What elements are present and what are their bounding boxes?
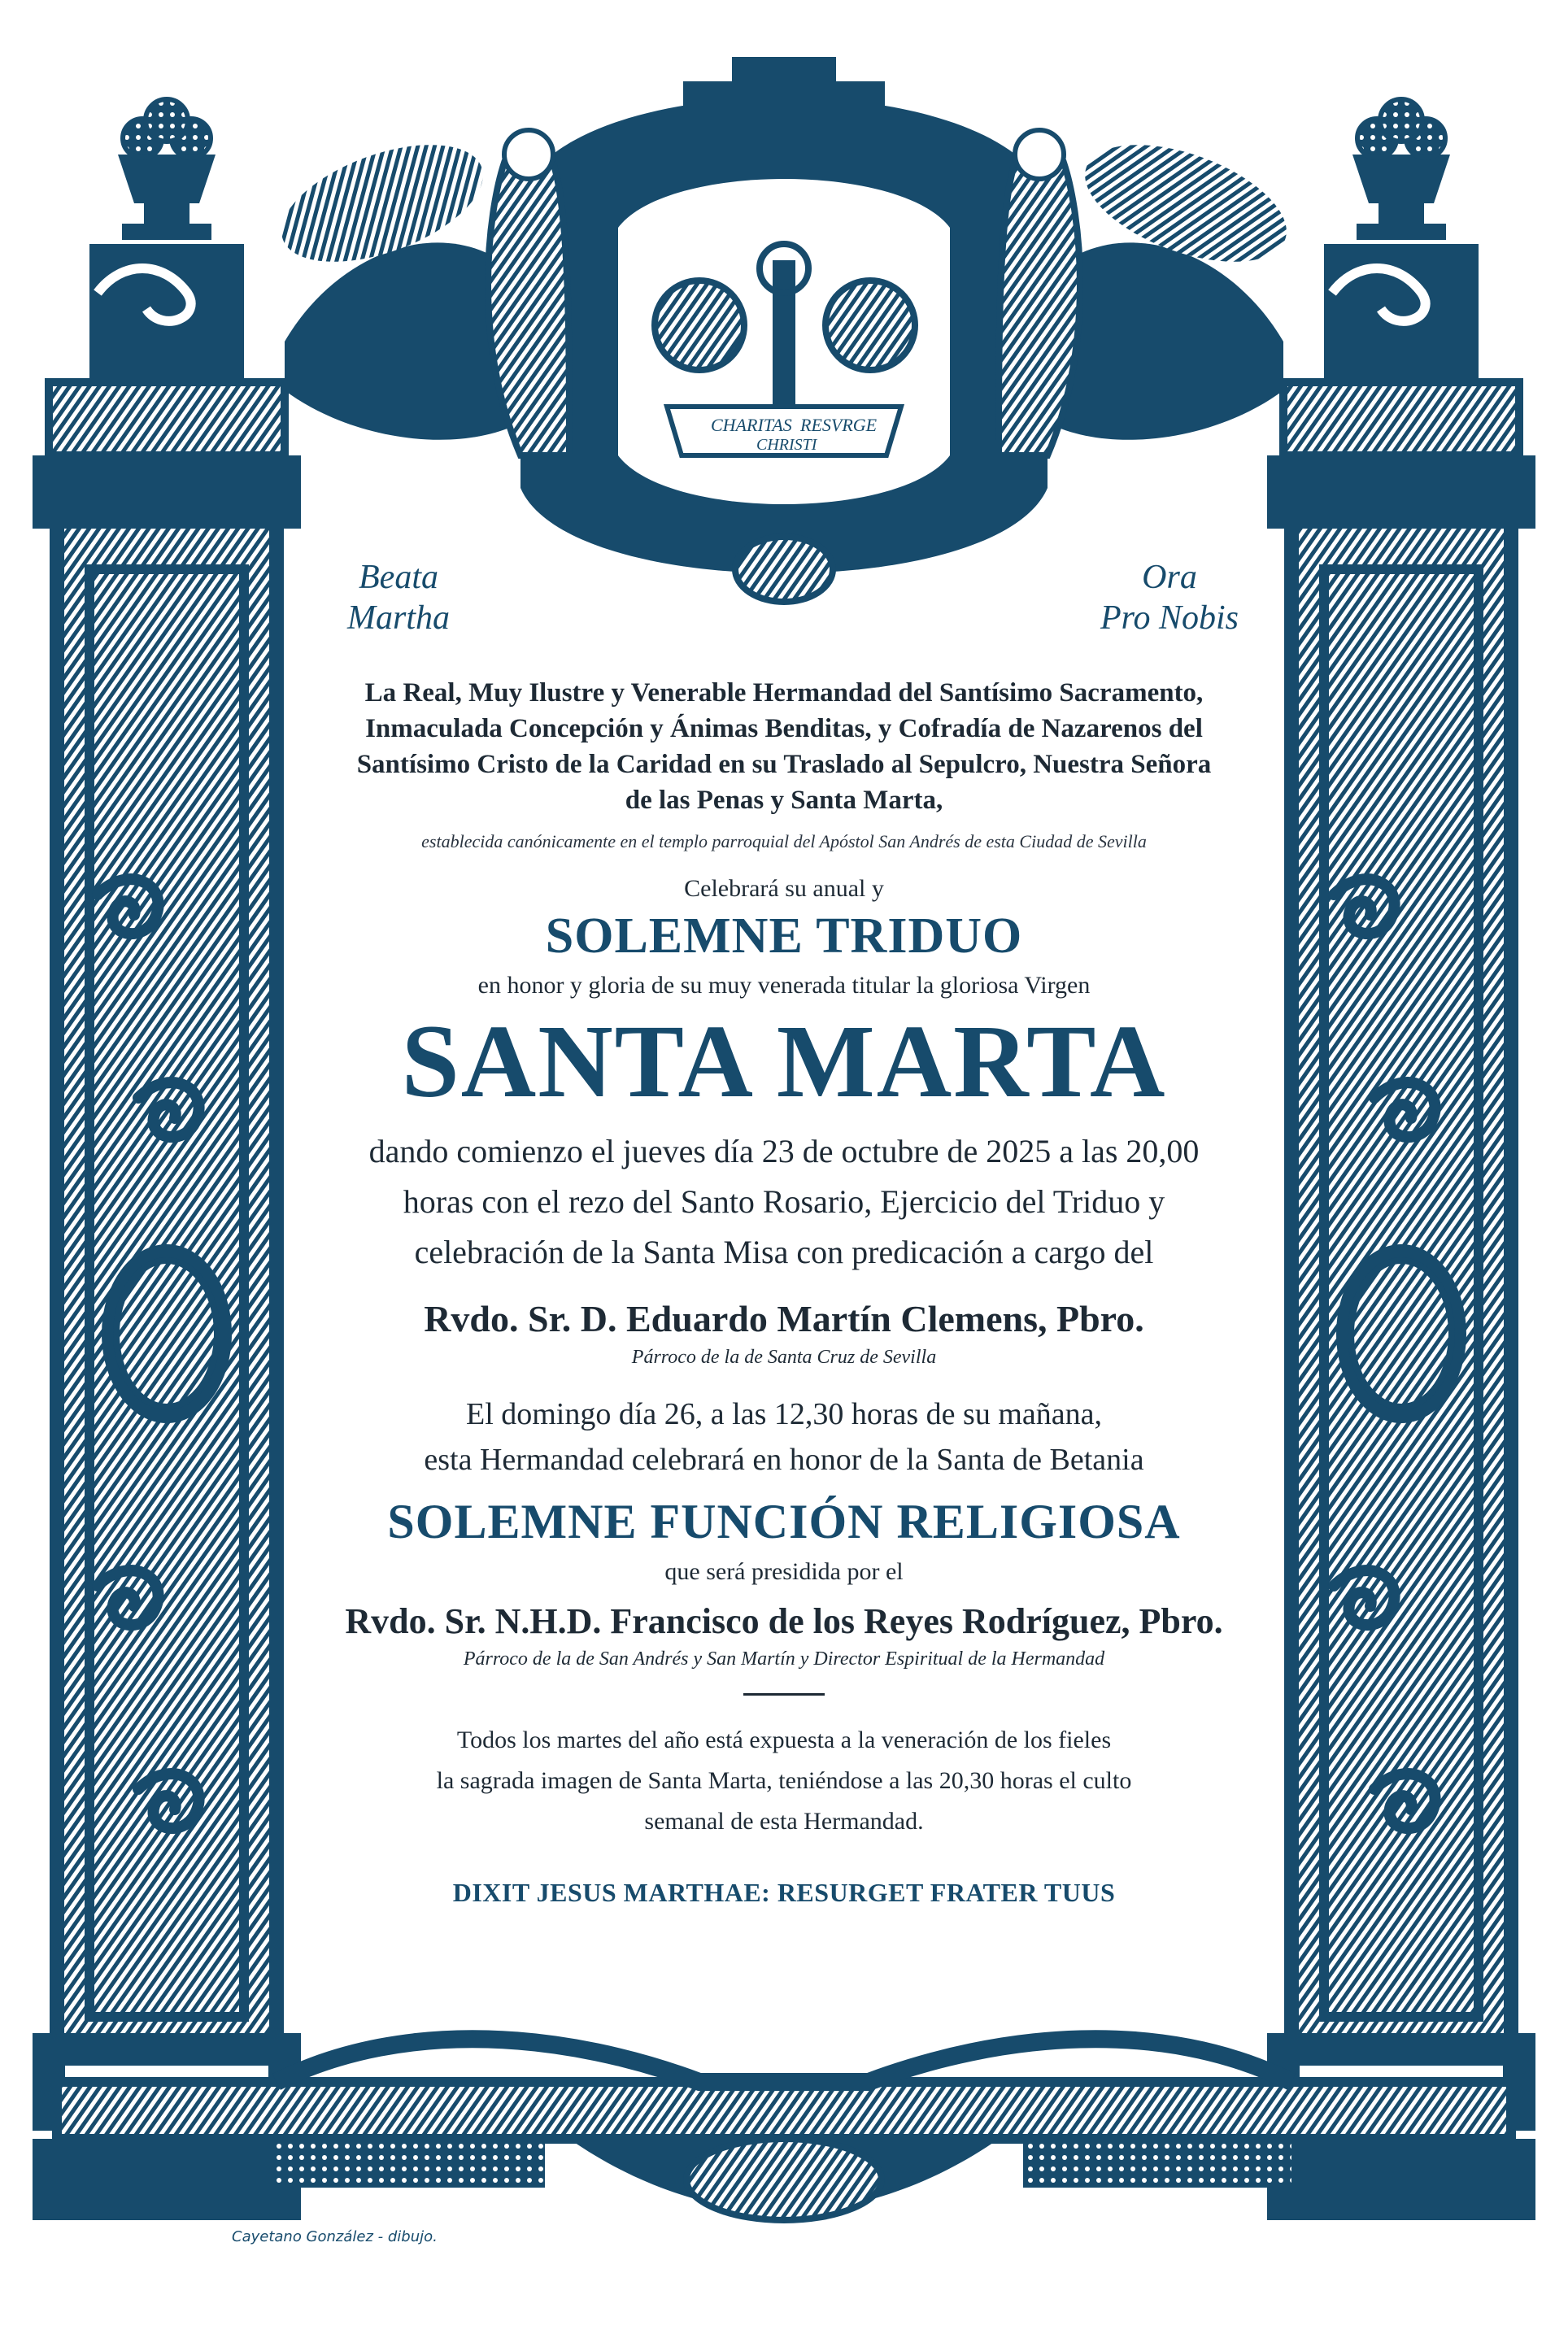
hermandad-line-1: La Real, Muy Ilustre y Venerable Hermandad del Santísimo Sacramento, — [364, 678, 1204, 708]
triduo-title: SOLEMNE TRIDUO — [545, 908, 1023, 964]
hermandad-line-4: de las Penas y Santa Marta, — [625, 786, 943, 815]
funcion-line-1: El domingo día 26, a las 12,30 horas de su mañana, — [465, 1397, 1102, 1431]
divider — [743, 1693, 825, 1696]
triduo-intro: Celebrará su anual y — [684, 875, 884, 902]
motto: DIXIT JESUS MARTHAE: RESURGET FRATER TUUS — [452, 1878, 1116, 1907]
right-column — [1267, 99, 1535, 2131]
funcion-title: SOLEMNE FUNCIÓN RELIGIOSA — [387, 1495, 1181, 1548]
triduo-line-1: dando comienzo el jueves día 23 de octubre de 2025 a las 20,00 — [368, 1133, 1200, 1169]
hermandad-line-3: Santísimo Cristo de la Caridad en su Traslado al Sepulcro, Nuestra Señora — [356, 750, 1212, 779]
top-crest — [266, 57, 1301, 602]
saint-title: SANTA MARTA — [401, 1004, 1167, 1119]
celebrant-role: Párroco de la de San Andrés y San Martín y Director Espiritual de la Hermandad — [463, 1648, 1105, 1670]
label-martha: Martha — [347, 599, 450, 637]
left-column — [33, 99, 301, 2131]
preacher-role: Párroco de la de Santa Cruz de Sevilla — [631, 1347, 937, 1368]
notice-line-1: Todos los martes del año está expuesta a la veneración de los fieles — [456, 1727, 1112, 1753]
hermandad-line-2: Inmaculada Concepción y Ánimas Benditas, y Cofradía de Nazarenos del — [365, 714, 1203, 743]
triduo-line-3: celebración de la Santa Misa con predicación a cargo del — [414, 1234, 1154, 1270]
funcion-presided: que será presidida por el — [664, 1558, 904, 1585]
label-ora: Ora — [1142, 559, 1197, 596]
established-note: establecida canónicamente en el templo parroquial del Apóstol San Andrés de esta Ciudad de Sevilla — [421, 831, 1147, 851]
announcement-content — [277, 675, 1291, 1908]
weekly-notice — [277, 1720, 1291, 1842]
artist-signature: Cayetano González - dibujo. — [232, 2228, 438, 2245]
label-beata: Beata — [359, 559, 438, 596]
label-pro-nobis: Pro Nobis — [1100, 599, 1239, 637]
celebrant-name: Rvdo. Sr. N.H.D. Francisco de los Reyes Rodríguez, Pbro. — [345, 1601, 1223, 1641]
preacher-name: Rvdo. Sr. D. Eduardo Martín Clemens, Pbro. — [424, 1298, 1144, 1339]
label-ora-pro-nobis — [1080, 557, 1259, 638]
funcion-details — [277, 1391, 1291, 1483]
label-beata-martha — [309, 557, 488, 638]
funcion-line-2: esta Hermandad celebrará en honor de la Santa de Betania — [424, 1443, 1144, 1477]
shield-text-charitas: CHARITAS — [711, 415, 792, 435]
shield-text-christi: CHRISTI — [756, 436, 817, 454]
triduo-details — [277, 1126, 1291, 1278]
notice-line-3: semanal de esta Hermandad. — [644, 1808, 924, 1835]
shield-text-resurge: RESVRGE — [800, 415, 878, 435]
hermandad-name — [285, 675, 1283, 818]
notice-line-2: la sagrada imagen de Santa Marta, teniéndose a las 20,30 horas el culto — [436, 1767, 1132, 1794]
triduo-line-2: horas con el rezo del Santo Rosario, Ejercicio del Triduo y — [403, 1183, 1165, 1220]
triduo-honor: en honor y gloria de su muy venerada titular la gloriosa Virgen — [477, 972, 1091, 999]
